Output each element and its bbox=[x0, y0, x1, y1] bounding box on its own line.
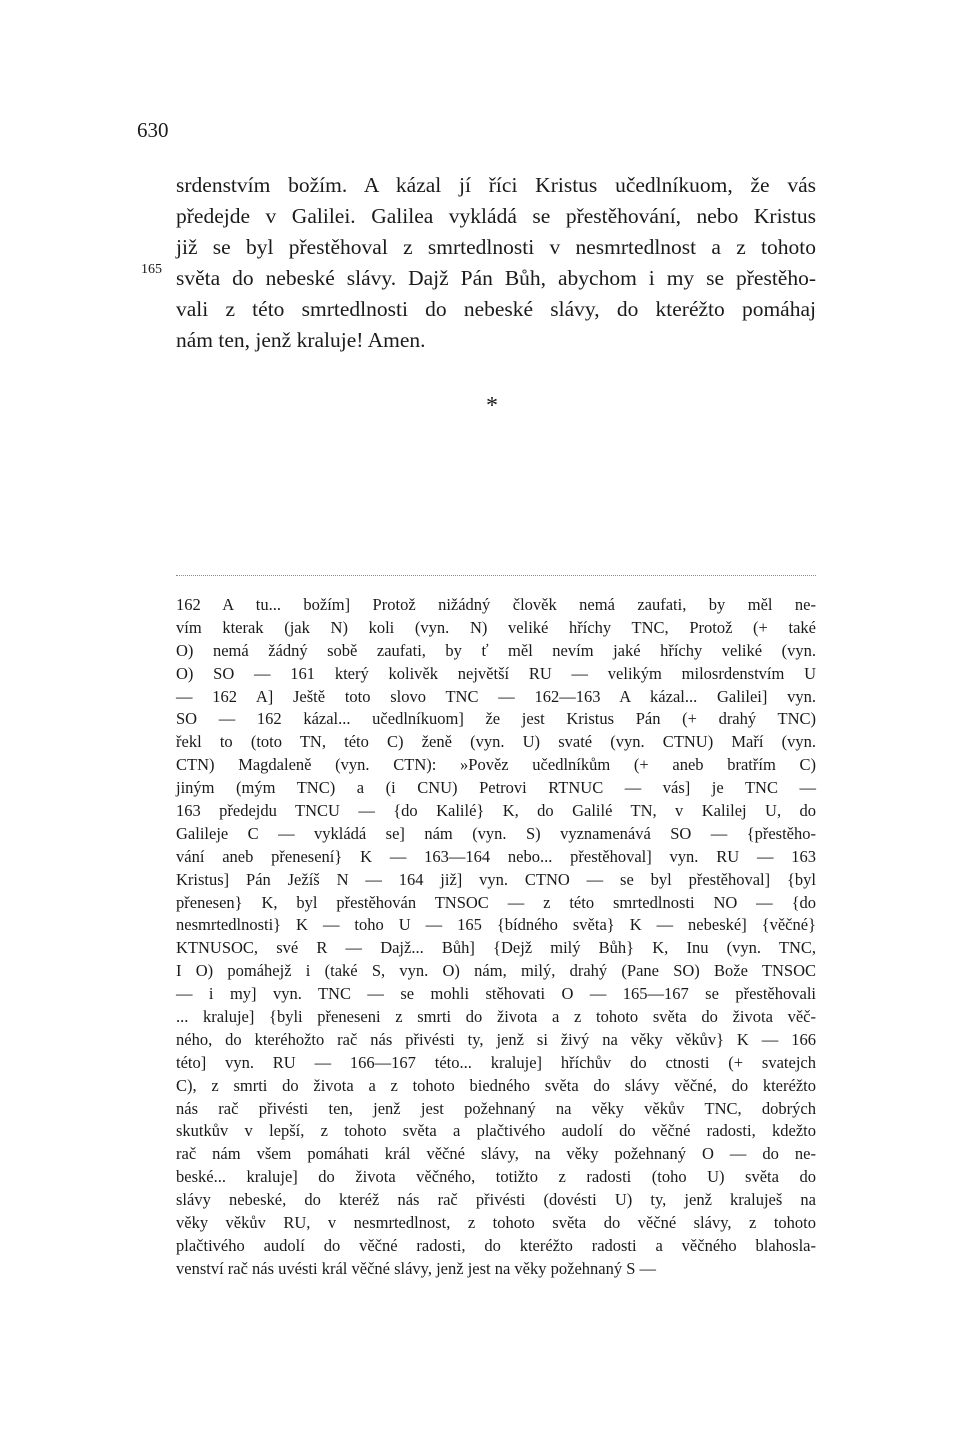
text-line: srdenstvím božím. A kázal jí říci Kristus učedlníkuom, že vás bbox=[176, 173, 816, 197]
apparatus-line: plačtivého audolí do věčné radosti, do kteréžto radosti a věčného blahosla- bbox=[176, 1235, 816, 1255]
apparatus-line: této] vyn. RU — 166—167 této... kraluje] hříchův do ctnosti (+ svatejch bbox=[176, 1052, 816, 1072]
apparatus-line: vím kterak (jak N) koli (vyn. N) veliké hříchy TNC, Protož (+ také bbox=[176, 617, 816, 637]
critical-apparatus bbox=[176, 594, 816, 1281]
apparatus-line: skutkův v lepší, z tohoto světa a plačtivého audolí do věčné radosti, kdežto bbox=[176, 1121, 816, 1141]
apparatus-line: vání aneb přenesení} K — 163—164 nebo... přestěhoval] vyn. RU — 163 bbox=[176, 846, 816, 866]
apparatus-line: beské... kraluje] do života věčného, totižto z radosti (toho U) světa do bbox=[176, 1167, 816, 1187]
apparatus-line: CTN) Magdaleně (vyn. CTN): »Pověz učedlníkům (+ aneb bratřím C) bbox=[176, 755, 816, 775]
apparatus-line: slávy nebeské, do kteréž nás rač přivésti (dovésti U) ty, jenž kraluješ na bbox=[176, 1190, 816, 1210]
apparatus-line: ného, do kteréhožto rač nás přivésti ty, jenž si živý na věky věkův} K — 166 bbox=[176, 1029, 816, 1049]
section-asterisk: * bbox=[486, 393, 498, 419]
apparatus-line: 163 předejdu TNCU — {do Kalilé} K, do Galilé TN, v Kalilej U, do bbox=[176, 801, 816, 821]
apparatus-line: nás rač přivésti ten, jenž jest požehnaný na věky věkův TNC, dobrých bbox=[176, 1098, 816, 1118]
apparatus-line: rač nám všem pomáhati král věčné slávy, na věky požehnaný O — do ne- bbox=[176, 1144, 816, 1164]
apparatus-line: O) nemá žádný sobě zaufati, by ť měl nevím jaké hříchy veliké (vyn. bbox=[176, 640, 816, 660]
apparatus-line: I O) pomáhejž i (také S, vyn. O) nám, milý, drahý (Pane SO) Bože TNSOC bbox=[176, 961, 816, 981]
apparatus-line: ... kraluje] {byli přeneseni z smrti do života a z tohoto světa do života věč- bbox=[176, 1007, 816, 1027]
apparatus-line: řekl to (toto TN, této C) ženě (vyn. U) svaté (vyn. CTNU) Maří (vyn. bbox=[176, 732, 816, 752]
text-line: vali z této smrtedlnosti do nebeské slávy, do kteréžto pomáhaj bbox=[176, 297, 816, 321]
apparatus-line: — i my] vyn. TNC — se mohli stěhovati O — 165—167 se přestěhovali bbox=[176, 984, 816, 1004]
text-line: nám ten, jenž kraluje! Amen. bbox=[176, 328, 426, 352]
apparatus-line: C), z smrti do života a z tohoto biedného světa do slávy věčné, do kteréžto bbox=[176, 1075, 816, 1095]
text-line: předejde v Galilei. Galilea vykládá se přestěhování, nebo Kristus bbox=[176, 204, 816, 228]
apparatus-line: věky věkův RU, v nesmrtedlnost, z tohoto světa do věčné slávy, z tohoto bbox=[176, 1213, 816, 1233]
apparatus-line: nesmrtedlnosti} K — toho U — 165 {bídného světa} K — nebeské] {věčné} bbox=[176, 915, 816, 935]
main-text bbox=[176, 170, 816, 356]
apparatus-line: jiným (mým TNC) a (i CNU) Petrovi RTNUC — vás] je TNC — bbox=[176, 778, 816, 798]
apparatus-line: 162 A tu... božím] Protož nižádný člověk nemá zaufati, by měl ne- bbox=[176, 595, 816, 614]
apparatus-line: Kristus] Pán Ježíš N — 164 již] vyn. CTNO — se byl přestěhoval] {byl bbox=[176, 869, 816, 889]
apparatus-line: — 162 A] Ještě toto slovo TNC — 162—163 A kázal... Galilei] vyn. bbox=[176, 686, 816, 706]
apparatus-line: venství rač nás uvésti král věčné slávy, jenž jest na věky požehnaný S — bbox=[176, 1258, 657, 1278]
page-number: 630 bbox=[137, 118, 169, 142]
apparatus-line: Galileje C — vykládá se] nám (vyn. S) vyznamenává SO — {přestěho- bbox=[176, 823, 816, 843]
text-line: světa do nebeské slávy. Dajž Pán Bůh, abychom i my se přestěho- bbox=[176, 266, 816, 290]
footnote-separator bbox=[176, 575, 816, 576]
text-line: již se byl přestěhoval z smrtedlnosti v nesmrtedlnost a z tohoto bbox=[176, 235, 816, 259]
apparatus-line: O) SO — 161 který kolivěk největší RU — velikým milosrdenstvím U bbox=[176, 663, 816, 683]
apparatus-line: SO — 162 kázal... učedlníkuom] že jest Kristus Pán (+ drahý TNC) bbox=[176, 709, 816, 729]
apparatus-line: KTNUSOC, své R — Dajž... Bůh] {Dejž milý Bůh} K, Inu (vyn. TNC, bbox=[176, 938, 816, 958]
line-number-marker: 165 bbox=[141, 262, 162, 277]
apparatus-line: přenesen} K, byl přestěhován TNSOC — z této smrtedlnosti NO — {do bbox=[176, 892, 816, 912]
